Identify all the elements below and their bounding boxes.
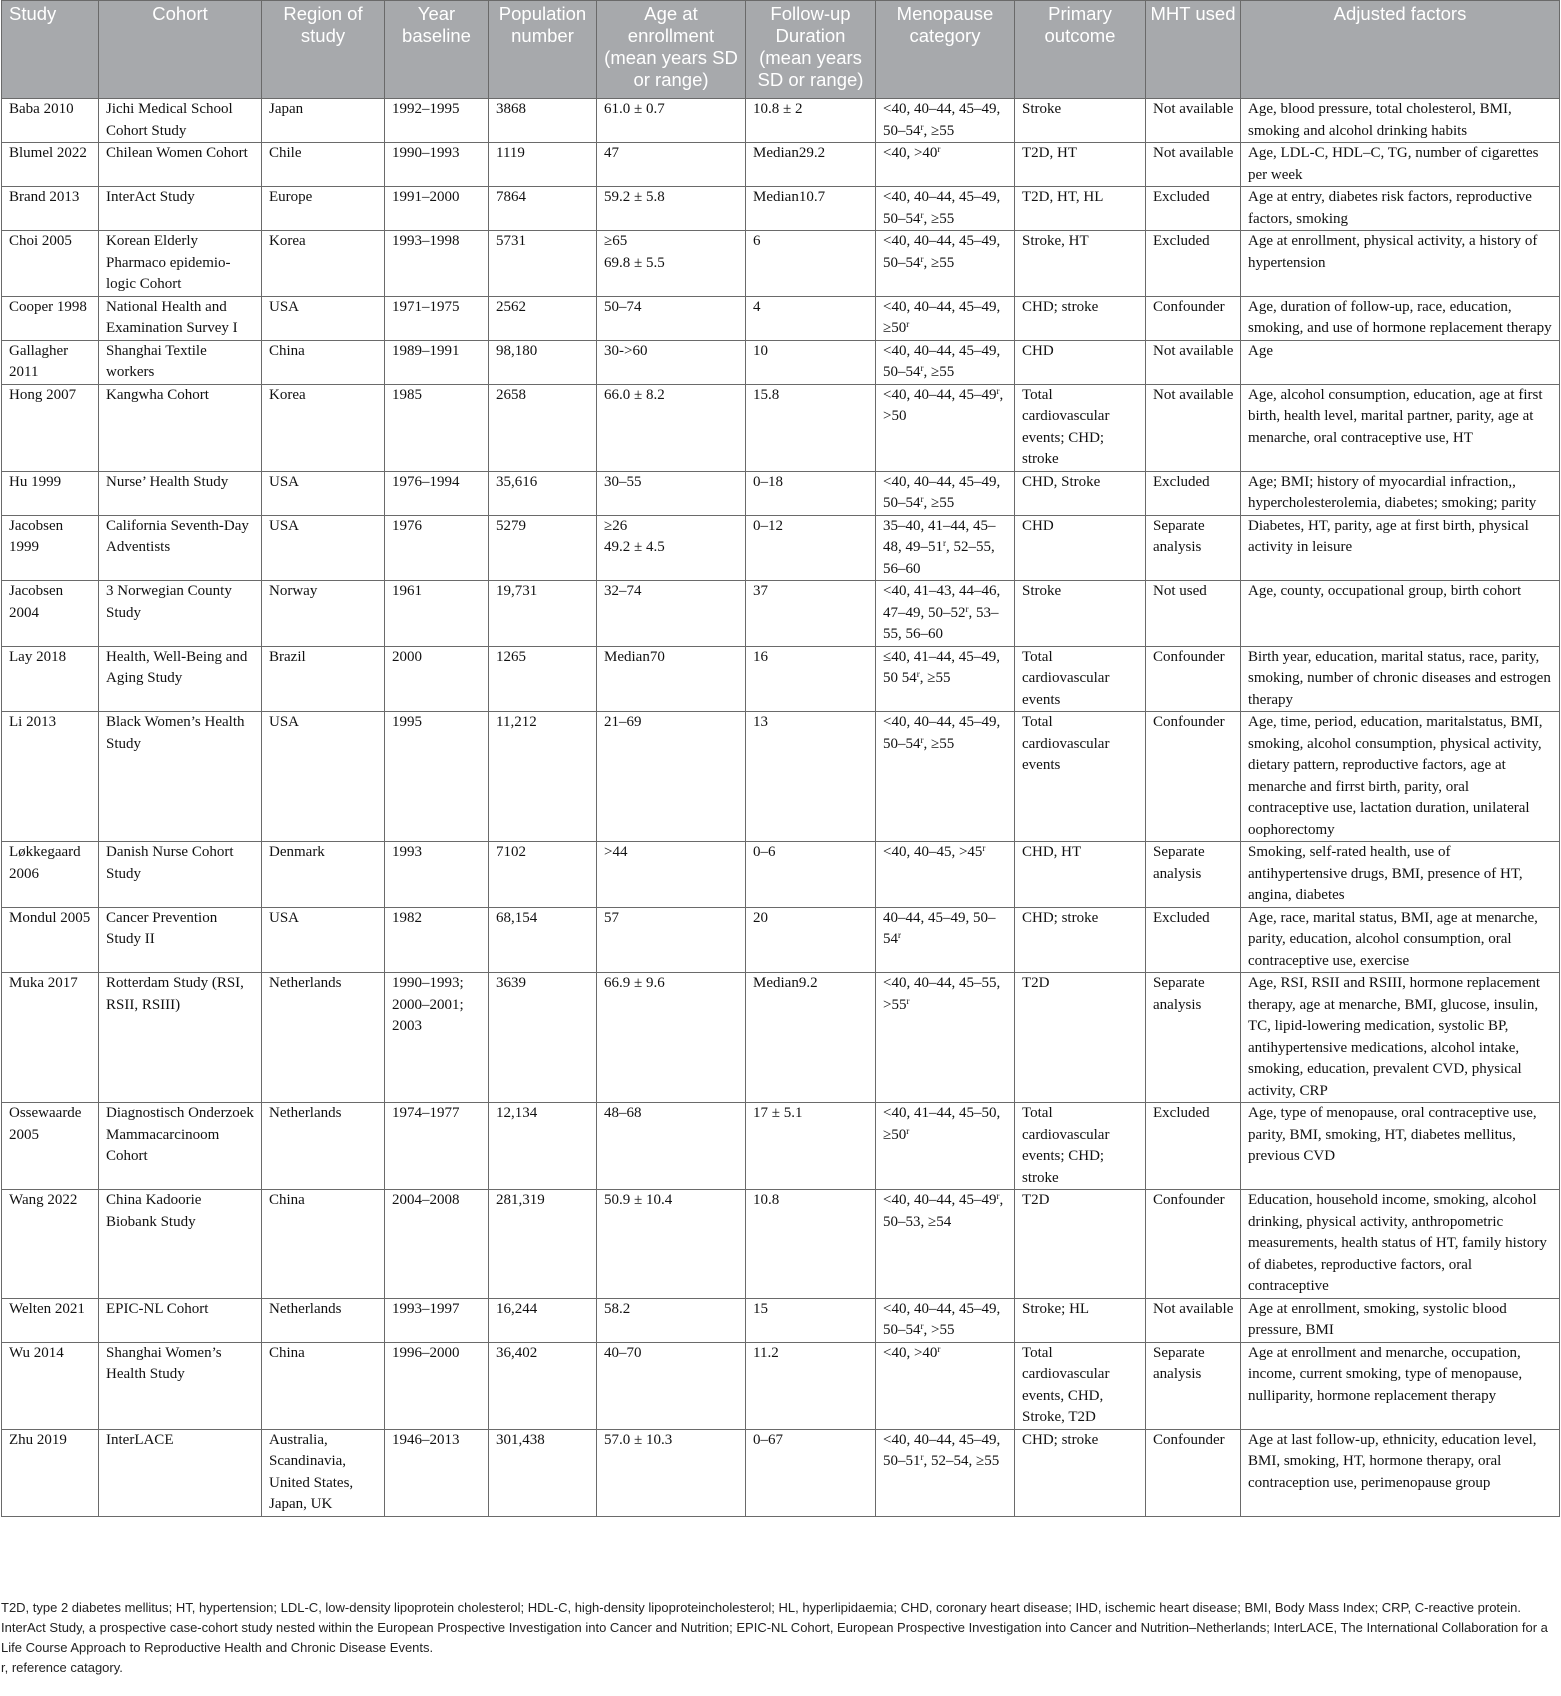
region-cell: China xyxy=(262,1190,385,1299)
header-mht-used: MHT used xyxy=(1146,1,1241,99)
table-row xyxy=(2,1190,1560,1299)
table-row xyxy=(2,1342,1560,1429)
year-baseline-cell: 1990–1993; 2000–2001; 2003 xyxy=(385,973,489,1103)
follow-up-cell: Median29.2 xyxy=(746,143,876,187)
primary-outcome-cell: CHD; stroke xyxy=(1015,296,1146,340)
menopause-category-cell: <40, 41–44, 45–50, $\ge 50^r$ xyxy=(876,1103,1015,1190)
follow-up-cell: 10.8 ± 2 xyxy=(746,99,876,143)
table-footnotes xyxy=(1,1598,1559,1678)
population-cell: 7864 xyxy=(489,187,597,231)
age-cell: ≥26 49.2 ± 4.5 xyxy=(597,515,746,581)
study-cell: Ossewaarde 2005 xyxy=(2,1103,99,1190)
year-baseline-cell: 1993 xyxy=(385,842,489,908)
region-cell: Brazil xyxy=(262,646,385,712)
study-cell: Brand 2013 xyxy=(2,187,99,231)
follow-up-cell: 6 xyxy=(746,231,876,297)
population-cell: 1265 xyxy=(489,646,597,712)
header-population-number: Population number xyxy=(489,1,597,99)
population-cell: 5731 xyxy=(489,231,597,297)
year-baseline-cell: 1991–2000 xyxy=(385,187,489,231)
follow-up-cell: 10 xyxy=(746,340,876,384)
adjusted-factors-cell: Diabetes, HT, parity, age at first birth, physical activity in leisure xyxy=(1241,515,1560,581)
follow-up-cell: 15 xyxy=(746,1298,876,1342)
region-cell: USA xyxy=(262,471,385,515)
cohort-cell: InterAct Study xyxy=(99,187,262,231)
primary-outcome-cell: Stroke; HL xyxy=(1015,1298,1146,1342)
header-study: Study xyxy=(2,1,99,99)
table-row xyxy=(2,1103,1560,1190)
follow-up-cell: 4 xyxy=(746,296,876,340)
year-baseline-cell: 1976–1994 xyxy=(385,471,489,515)
menopause-category-cell: <40, 40–44, 45–49, $50-54^r$, ≥55 xyxy=(876,187,1015,231)
cohort-cell: Korean Elderly Pharmaco epidemio-logic Cohort xyxy=(99,231,262,297)
table-row xyxy=(2,646,1560,712)
menopause-category-cell: <40, 40–45, $>45^r$ xyxy=(876,842,1015,908)
population-cell: 12,134 xyxy=(489,1103,597,1190)
follow-up-cell: 17 ± 5.1 xyxy=(746,1103,876,1190)
cohort-cell: National Health and Examination Survey I xyxy=(99,296,262,340)
mht-used-cell: Excluded xyxy=(1146,231,1241,297)
population-cell: 11,212 xyxy=(489,712,597,842)
primary-outcome-cell: Stroke xyxy=(1015,581,1146,647)
menopause-category-cell: <40, 40–44, 45–49$^r$, 50–53, ≥54 xyxy=(876,1190,1015,1299)
age-cell: 30–55 xyxy=(597,471,746,515)
menopause-category-cell: <40, 40–44, 45–49, $50-54^r$, ≥55 xyxy=(876,712,1015,842)
mht-used-cell: Not available xyxy=(1146,384,1241,471)
cohort-cell: Cancer Prevention Study II xyxy=(99,907,262,973)
table-row xyxy=(2,712,1560,842)
mht-used-cell: Confounder xyxy=(1146,646,1241,712)
study-cell: Jacobsen 1999 xyxy=(2,515,99,581)
header-menopause-category: Menopause category xyxy=(876,1,1015,99)
header-follow-up-duration: Follow-up Duration (mean years SD or range) xyxy=(746,1,876,99)
year-baseline-cell: 1974–1977 xyxy=(385,1103,489,1190)
cohort-cell: Kangwha Cohort xyxy=(99,384,262,471)
population-cell: 35,616 xyxy=(489,471,597,515)
region-cell: China xyxy=(262,1342,385,1429)
table-row xyxy=(2,1298,1560,1342)
cohort-cell: Shanghai Women’s Health Study xyxy=(99,1342,262,1429)
adjusted-factors-cell: Age, duration of follow-up, race, education, smoking, and use of hormone replacement therapy xyxy=(1241,296,1560,340)
population-cell: 3639 xyxy=(489,973,597,1103)
year-baseline-cell: 1995 xyxy=(385,712,489,842)
age-cell: 66.0 ± 8.2 xyxy=(597,384,746,471)
population-cell: 36,402 xyxy=(489,1342,597,1429)
region-cell: Netherlands xyxy=(262,1298,385,1342)
adjusted-factors-cell: Age, county, occupational group, birth cohort xyxy=(1241,581,1560,647)
mht-used-cell: Separate analysis xyxy=(1146,842,1241,908)
cohort-cell: EPIC-NL Cohort xyxy=(99,1298,262,1342)
mht-used-cell: Confounder xyxy=(1146,1429,1241,1516)
adjusted-factors-cell: Age at enrollment, physical activity, a history of hypertension xyxy=(1241,231,1560,297)
cohort-cell: Health, Well-Being and Aging Study xyxy=(99,646,262,712)
menopause-category-cell: <40, 40–44, 45–49, $50-54^r$, ≥55 xyxy=(876,340,1015,384)
age-cell: 61.0 ± 0.7 xyxy=(597,99,746,143)
adjusted-factors-cell: Age at enrollment, smoking, systolic blood pressure, BMI xyxy=(1241,1298,1560,1342)
study-cell: Muka 2017 xyxy=(2,973,99,1103)
age-cell: 40–70 xyxy=(597,1342,746,1429)
cohort-cell: China Kadoorie Biobank Study xyxy=(99,1190,262,1299)
mht-used-cell: Separate analysis xyxy=(1146,973,1241,1103)
header-primary-outcome: Primary outcome xyxy=(1015,1,1146,99)
table-header-row xyxy=(2,1,1560,99)
table-row xyxy=(2,187,1560,231)
mht-used-cell: Not used xyxy=(1146,581,1241,647)
follow-up-cell: 20 xyxy=(746,907,876,973)
year-baseline-cell: 1989–1991 xyxy=(385,340,489,384)
population-cell: 2562 xyxy=(489,296,597,340)
cohort-cell: Shanghai Textile workers xyxy=(99,340,262,384)
cohort-cell: InterLACE xyxy=(99,1429,262,1516)
table-row xyxy=(2,99,1560,143)
study-cell: Baba 2010 xyxy=(2,99,99,143)
menopause-category-cell: <40, $>40^r$ xyxy=(876,1342,1015,1429)
population-cell: 281,319 xyxy=(489,1190,597,1299)
year-baseline-cell: 1992–1995 xyxy=(385,99,489,143)
study-characteristics-table xyxy=(1,0,1560,1517)
age-cell: ≥65 69.8 ± 5.5 xyxy=(597,231,746,297)
study-cell: Wu 2014 xyxy=(2,1342,99,1429)
age-cell: Median70 xyxy=(597,646,746,712)
mht-used-cell: Confounder xyxy=(1146,712,1241,842)
age-cell: 21–69 xyxy=(597,712,746,842)
study-cell: Hu 1999 xyxy=(2,471,99,515)
age-cell: >44 xyxy=(597,842,746,908)
region-cell: Japan xyxy=(262,99,385,143)
population-cell: 5279 xyxy=(489,515,597,581)
region-cell: Netherlands xyxy=(262,1103,385,1190)
cohort-cell: Danish Nurse Cohort Study xyxy=(99,842,262,908)
year-baseline-cell: 1961 xyxy=(385,581,489,647)
age-cell: 47 xyxy=(597,143,746,187)
table-row xyxy=(2,340,1560,384)
footnote-reference: r, reference catagory. xyxy=(1,1660,123,1675)
age-cell: 30->60 xyxy=(597,340,746,384)
adjusted-factors-cell: Age, RSI, RSII and RSIII, hormone replacement therapy, age at menarche, BMI, glucose, insulin, TC, lipid-lowering medication, systolic BP, antihypertensive medications, alcohol intake, smoking, education, prevalent CVD, physical activity, CRP xyxy=(1241,973,1560,1103)
table-row xyxy=(2,581,1560,647)
table-row xyxy=(2,143,1560,187)
mht-used-cell: Not available xyxy=(1146,99,1241,143)
year-baseline-cell: 1990–1993 xyxy=(385,143,489,187)
mht-used-cell: Separate analysis xyxy=(1146,1342,1241,1429)
menopause-category-cell: <40, 40–44, 45–49, 50–51$^r$, 52–54, ≥55 xyxy=(876,1429,1015,1516)
study-cell: Cooper 1998 xyxy=(2,296,99,340)
header-region: Region of study xyxy=(262,1,385,99)
adjusted-factors-cell: Age, time, period, education, maritalstatus, BMI, smoking, alcohol consumption, physical activity, dietary pattern, reproductive factors, age at menarche and firrst birth, parity, oral contraceptive use, lactation duration, unilateral oophorectomy xyxy=(1241,712,1560,842)
population-cell: 16,244 xyxy=(489,1298,597,1342)
primary-outcome-cell: CHD xyxy=(1015,515,1146,581)
year-baseline-cell: 1996–2000 xyxy=(385,1342,489,1429)
menopause-category-cell: ≤40, 41–44, 45–49, 50 $54^r$, ≥55 xyxy=(876,646,1015,712)
population-cell: 68,154 xyxy=(489,907,597,973)
follow-up-cell: 11.2 xyxy=(746,1342,876,1429)
region-cell: USA xyxy=(262,907,385,973)
menopause-category-cell: 35–40, 41–44, 45–48, 49–51$^r$, 52–55, 56–60 xyxy=(876,515,1015,581)
adjusted-factors-cell: Age; BMI; history of myocardial infraction,, hypercholesterolemia, diabetes; smoking; parity xyxy=(1241,471,1560,515)
study-cell: Lay 2018 xyxy=(2,646,99,712)
population-cell: 7102 xyxy=(489,842,597,908)
region-cell: Norway xyxy=(262,581,385,647)
menopause-category-cell: <40, 41–43, 44–46, 47–49, 50–52$^r$, 53–55, 56–60 xyxy=(876,581,1015,647)
menopause-category-cell: <40, 40–44, 45–49, $50-54^r$, ≥55 xyxy=(876,471,1015,515)
mht-used-cell: Not available xyxy=(1146,143,1241,187)
adjusted-factors-cell: Age at last follow-up, ethnicity, education level, BMI, smoking, HT, hormone therapy, oral contraception use, perimenopause group xyxy=(1241,1429,1560,1516)
cohort-cell: Chilean Women Cohort xyxy=(99,143,262,187)
mht-used-cell: Separate analysis xyxy=(1146,515,1241,581)
age-cell: 50.9 ± 10.4 xyxy=(597,1190,746,1299)
menopause-category-cell: <40, 40–44, 45–55, $>55^r$ xyxy=(876,973,1015,1103)
age-cell: 58.2 xyxy=(597,1298,746,1342)
primary-outcome-cell: Total cardiovascular events, CHD, Stroke, T2D xyxy=(1015,1342,1146,1429)
mht-used-cell: Confounder xyxy=(1146,1190,1241,1299)
population-cell: 98,180 xyxy=(489,340,597,384)
age-cell: 32–74 xyxy=(597,581,746,647)
adjusted-factors-cell: Age, race, marital status, BMI, age at menarche, parity, education, alcohol consumption, oral contraceptive use, exercise xyxy=(1241,907,1560,973)
study-cell: Choi 2005 xyxy=(2,231,99,297)
primary-outcome-cell: T2D xyxy=(1015,973,1146,1103)
mht-used-cell: Not available xyxy=(1146,340,1241,384)
table-row xyxy=(2,907,1560,973)
region-cell: USA xyxy=(262,296,385,340)
cohort-cell: Jichi Medical School Cohort Study xyxy=(99,99,262,143)
cohort-cell: California Seventh-Day Adventists xyxy=(99,515,262,581)
primary-outcome-cell: T2D xyxy=(1015,1190,1146,1299)
region-cell: Chile xyxy=(262,143,385,187)
region-cell: China xyxy=(262,340,385,384)
follow-up-cell: Median10.7 xyxy=(746,187,876,231)
menopause-category-cell: <40, 40–44, 45–49, $50-54^r$, >55 xyxy=(876,1298,1015,1342)
population-cell: 1119 xyxy=(489,143,597,187)
population-cell: 3868 xyxy=(489,99,597,143)
adjusted-factors-cell: Age at enrollment and menarche, occupation, income, current smoking, type of menopause, nulliparity, hormone replacement therapy xyxy=(1241,1342,1560,1429)
primary-outcome-cell: Total cardiovascular events xyxy=(1015,646,1146,712)
primary-outcome-cell: Stroke, HT xyxy=(1015,231,1146,297)
primary-outcome-cell: CHD, HT xyxy=(1015,842,1146,908)
table-row xyxy=(2,231,1560,297)
age-cell: 48–68 xyxy=(597,1103,746,1190)
year-baseline-cell: 1993–1997 xyxy=(385,1298,489,1342)
year-baseline-cell: 1976 xyxy=(385,515,489,581)
adjusted-factors-cell: Age, blood pressure, total cholesterol, BMI, smoking and alcohol drinking habits xyxy=(1241,99,1560,143)
study-cell: Blumel 2022 xyxy=(2,143,99,187)
cohort-cell: Nurse’ Health Study xyxy=(99,471,262,515)
mht-used-cell: Not available xyxy=(1146,1298,1241,1342)
primary-outcome-cell: CHD xyxy=(1015,340,1146,384)
cohort-cell: 3 Norwegian County Study xyxy=(99,581,262,647)
study-cell: Jacobsen 2004 xyxy=(2,581,99,647)
population-cell: 301,438 xyxy=(489,1429,597,1516)
study-cell: Welten 2021 xyxy=(2,1298,99,1342)
menopause-category-cell: <40, 40–44, 45–49, $50-54^r$, ≥55 xyxy=(876,99,1015,143)
year-baseline-cell: 2004–2008 xyxy=(385,1190,489,1299)
header-age-at-enrollment: Age at enrollment (mean years SD or range) xyxy=(597,1,746,99)
age-cell: 50–74 xyxy=(597,296,746,340)
mht-used-cell: Excluded xyxy=(1146,907,1241,973)
follow-up-cell: 0–67 xyxy=(746,1429,876,1516)
table-body xyxy=(2,99,1560,1517)
year-baseline-cell: 1971–1975 xyxy=(385,296,489,340)
adjusted-factors-cell: Smoking, self-rated health, use of antihypertensive drugs, BMI, presence of HT, angina, diabetes xyxy=(1241,842,1560,908)
menopause-category-cell: <40, 40–44, 45–49, $50-54^r$, ≥55 xyxy=(876,231,1015,297)
table-row xyxy=(2,515,1560,581)
primary-outcome-cell: T2D, HT xyxy=(1015,143,1146,187)
age-cell: 66.9 ± 9.6 xyxy=(597,973,746,1103)
primary-outcome-cell: CHD, Stroke xyxy=(1015,471,1146,515)
footnote-cohort-definitions: InterAct Study, a prospective case-cohort study nested within the European Prospective Investigation into Cancer and Nutrition; EPIC-NL Cohort, European Prospective Investigation into Cancer and Nutrition–Netherlands; InterLACE, The International Collaboration for a Life Course Approach to Reproductive Health and Chronic Disease Events. xyxy=(1,1620,1548,1655)
header-year-baseline: Year baseline xyxy=(385,1,489,99)
region-cell: USA xyxy=(262,712,385,842)
follow-up-cell: 37 xyxy=(746,581,876,647)
table-row xyxy=(2,384,1560,471)
population-cell: 2658 xyxy=(489,384,597,471)
adjusted-factors-cell: Age at entry, diabetes risk factors, reproductive factors, smoking xyxy=(1241,187,1560,231)
population-cell: 19,731 xyxy=(489,581,597,647)
follow-up-cell: 0–12 xyxy=(746,515,876,581)
year-baseline-cell: 1985 xyxy=(385,384,489,471)
cohort-cell: Rotterdam Study (RSI, RSII, RSIII) xyxy=(99,973,262,1103)
adjusted-factors-cell: Age xyxy=(1241,340,1560,384)
study-table-wrapper xyxy=(1,0,1559,1517)
study-cell: Mondul 2005 xyxy=(2,907,99,973)
follow-up-cell: 13 xyxy=(746,712,876,842)
menopause-category-cell: <40, 40–44, 45–49, $\ge 50^r$ xyxy=(876,296,1015,340)
primary-outcome-cell: Total cardiovascular events; CHD; stroke xyxy=(1015,1103,1146,1190)
adjusted-factors-cell: Birth year, education, marital status, race, parity, smoking, number of chronic diseases and estrogen therapy xyxy=(1241,646,1560,712)
primary-outcome-cell: CHD; stroke xyxy=(1015,907,1146,973)
table-row xyxy=(2,296,1560,340)
mht-used-cell: Excluded xyxy=(1146,187,1241,231)
menopause-category-cell: <40, 40–44, $45-49^r$, >50 xyxy=(876,384,1015,471)
region-cell: Korea xyxy=(262,231,385,297)
table-row xyxy=(2,973,1560,1103)
mht-used-cell: Excluded xyxy=(1146,1103,1241,1190)
table-row xyxy=(2,842,1560,908)
region-cell: Australia, Scandinavia, United States, Japan, UK xyxy=(262,1429,385,1516)
follow-up-cell: 10.8 xyxy=(746,1190,876,1299)
follow-up-cell: Median9.2 xyxy=(746,973,876,1103)
region-cell: Denmark xyxy=(262,842,385,908)
study-cell: Løkkegaard 2006 xyxy=(2,842,99,908)
study-cell: Wang 2022 xyxy=(2,1190,99,1299)
follow-up-cell: 15.8 xyxy=(746,384,876,471)
adjusted-factors-cell: Age, type of menopause, oral contraceptive use, parity, BMI, smoking, HT, diabetes mellitus, previous CVD xyxy=(1241,1103,1560,1190)
table-row xyxy=(2,471,1560,515)
menopause-category-cell: <40, $>40^r$ xyxy=(876,143,1015,187)
mht-used-cell: Excluded xyxy=(1146,471,1241,515)
year-baseline-cell: 1982 xyxy=(385,907,489,973)
region-cell: Korea xyxy=(262,384,385,471)
year-baseline-cell: 1993–1998 xyxy=(385,231,489,297)
adjusted-factors-cell: Education, household income, smoking, alcohol drinking, physical activity, anthropometric measurements, health status of HT, family history of diabetes, reproductive factors, oral contraceptive xyxy=(1241,1190,1560,1299)
primary-outcome-cell: Total cardiovascular events xyxy=(1015,712,1146,842)
footnote-abbreviations: T2D, type 2 diabetes mellitus; HT, hypertension; LDL-C, low-density lipoprotein cholesterol; HDL-C, high-density lipoproteincholesterol; HL, hyperlipidaemia; CHD, coronary heart disease; IHD, ischemic heart disease; BMI, Body Mass Index; CRP, C-reactive protein. xyxy=(1,1600,1521,1615)
header-cohort: Cohort xyxy=(99,1,262,99)
year-baseline-cell: 2000 xyxy=(385,646,489,712)
age-cell: 57 xyxy=(597,907,746,973)
age-cell: 59.2 ± 5.8 xyxy=(597,187,746,231)
primary-outcome-cell: Total cardiovascular events; CHD; stroke xyxy=(1015,384,1146,471)
table-row xyxy=(2,1429,1560,1516)
region-cell: USA xyxy=(262,515,385,581)
study-cell: Gallagher 2011 xyxy=(2,340,99,384)
follow-up-cell: 16 xyxy=(746,646,876,712)
cohort-cell: Diagnostisch Onderzoek Mammacarcinoom Cohort xyxy=(99,1103,262,1190)
primary-outcome-cell: T2D, HT, HL xyxy=(1015,187,1146,231)
year-baseline-cell: 1946–2013 xyxy=(385,1429,489,1516)
study-cell: Zhu 2019 xyxy=(2,1429,99,1516)
region-cell: Netherlands xyxy=(262,973,385,1103)
menopause-category-cell: 40–44, 45–49, 50–54$^r$ xyxy=(876,907,1015,973)
study-cell: Hong 2007 xyxy=(2,384,99,471)
mht-used-cell: Confounder xyxy=(1146,296,1241,340)
header-adjusted-factors: Adjusted factors xyxy=(1241,1,1560,99)
region-cell: Europe xyxy=(262,187,385,231)
adjusted-factors-cell: Age, alcohol consumption, education, age at first birth, health level, marital partner, parity, age at menarche, oral contraceptive use, HT xyxy=(1241,384,1560,471)
primary-outcome-cell: Stroke xyxy=(1015,99,1146,143)
adjusted-factors-cell: Age, LDL-C, HDL–C, TG, number of cigarettes per week xyxy=(1241,143,1560,187)
study-cell: Li 2013 xyxy=(2,712,99,842)
follow-up-cell: 0–6 xyxy=(746,842,876,908)
age-cell: 57.0 ± 10.3 xyxy=(597,1429,746,1516)
primary-outcome-cell: CHD; stroke xyxy=(1015,1429,1146,1516)
cohort-cell: Black Women’s Health Study xyxy=(99,712,262,842)
follow-up-cell: 0–18 xyxy=(746,471,876,515)
